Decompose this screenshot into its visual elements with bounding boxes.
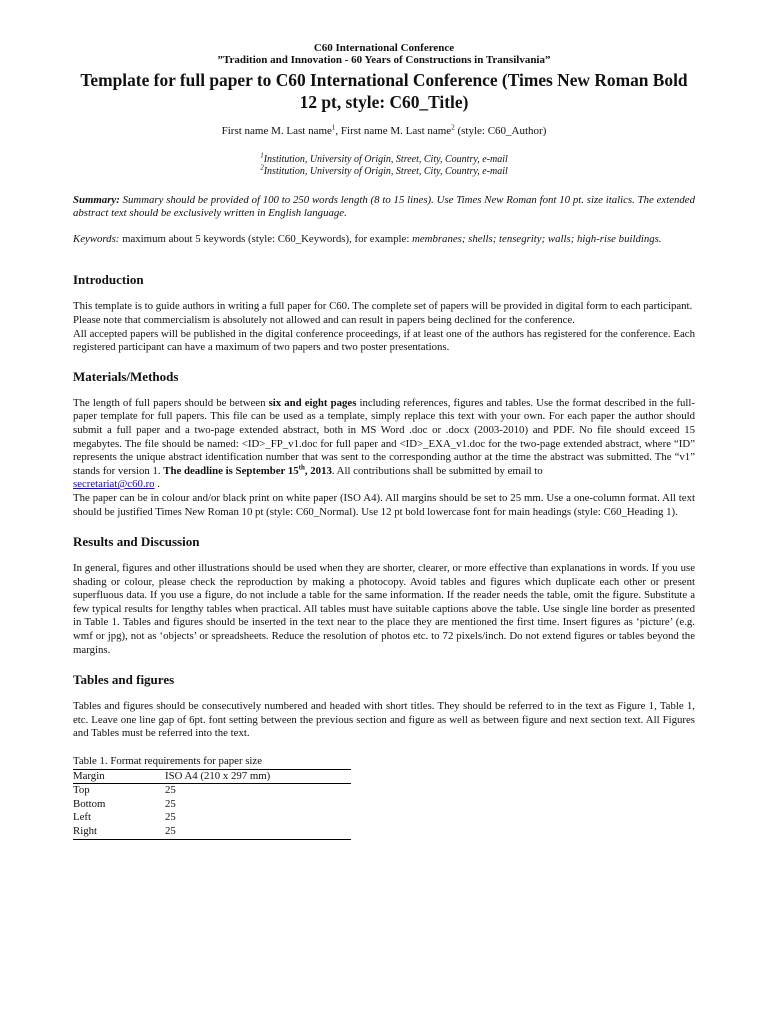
- heading-results-discussion: Results and Discussion: [73, 534, 200, 550]
- author-line: [73, 125, 695, 139]
- deadline-sup: th: [298, 463, 305, 472]
- conference-subtitle: ”Tradition and Innovation - 60 Years of Constructions in Transilvania”: [217, 54, 551, 66]
- author-1: First name M. Last name: [221, 125, 332, 137]
- tables-body: [73, 700, 695, 741]
- introduction-p3: All accepted papers will be published in the digital conference proceedings, if at least one of the authors has registered for the conference. Each registered participant can have a maximum of two papers and two poster presentations.: [73, 327, 695, 354]
- author-separator: ,: [335, 125, 341, 137]
- heading-tables-figures: Tables and figures: [73, 672, 175, 688]
- table-cell: Right: [73, 825, 165, 839]
- affiliation-2-text: Institution, University of Origin, Street, City, Country, e-mail: [263, 165, 508, 177]
- affiliation-1-text: Institution, University of Origin, Street, City, Country, e-mail: [263, 153, 508, 165]
- methods-text-1: The length of full papers should be between: [73, 396, 269, 409]
- methods-p1: [73, 397, 695, 492]
- results-p1: In general, figures and other illustrations should be used when they are shorter, clearer, or more effective than explanations in words. If you use shading or colour, please check the reproduction by making a photocopy. Avoid tables and figures which duplicate each other or present superfluous data. If you use a figure, do not include a table for the same information. If the reader needs the table, omit the figure. Substitute a few typical results for lengthy tables when practical. All tables must have suitable captions above the table. Use single line border as presented in Table 1. Tables and figures should be inserted in the text near to the place they are mentioned the first time. Insert figures as ‘picture’ (e.g. wmf or jpg), not as ‘objects’ or spreadsheets. Reduce the resolution of photos etc. to 72 pixels/inch. Do not extend figures or tables beyond the margins.: [73, 562, 695, 656]
- table-header-cell: Margin: [73, 769, 165, 784]
- methods-text-4: .: [154, 478, 160, 491]
- affiliations: [73, 151, 695, 178]
- table-row: [73, 825, 351, 839]
- author-2: First name M. Last name: [340, 125, 452, 137]
- affiliation-2-sup: 2: [260, 163, 264, 172]
- author-style-note: (style: C60_Author): [457, 125, 547, 137]
- methods-p2: The paper can be in colour and/or black print on white paper (ISO A4). All margins should be set to 25 mm. Use a one-column format. All text should be justified Times New Roman 10 pt (style: C60_Normal). Use 12 pt bold lowercase font for main headings (style: C60_Heading 1).: [73, 491, 695, 518]
- table-cell: 25: [165, 797, 176, 810]
- table-cell: 25: [165, 784, 176, 797]
- results-body: [73, 562, 695, 657]
- author-2-sup: 2: [451, 123, 455, 132]
- tables-p1: Tables and figures should be consecutively numbered and headed with short titles. They should be referred to in the text as Figure 1, Table 1, etc. Leave one line gap of 6pt. font setting between the previous section and figure as well as between figure and next section text. All Figures and Tables must be referred into the text.: [73, 700, 695, 740]
- affiliation-1-sup: 1: [260, 151, 264, 160]
- methods-text-2: including references, figures and tables. Use the format described in the full-paper template for full papers. This file can be used as a template, simply replace this text with your own. For each paper the author should submit a full paper and a two-page extended abstract, both in MS Word .doc or .docx (2003-2010) and PDF. No file should exceed 15 megabytes. The file should be named: <ID>_FP_v1.doc for full paper and <ID>_EXA_v1.doc for the two-page extended abstract, where “ID” represents the unique abstract identification number that was sent to the corresponding author at the time the abstract was submitted. The “v1” stands for version 1.: [73, 396, 695, 477]
- table-row: [73, 798, 351, 812]
- deadline-year: , 2013: [304, 464, 332, 477]
- keywords: [73, 233, 695, 247]
- email-link[interactable]: secretariat@c60.ro: [73, 478, 155, 491]
- format-table: [73, 769, 351, 840]
- introduction-p2: Please note that commercialism is absolutely not allowed and can result in papers being declined for the conference.: [73, 313, 575, 326]
- affiliation-2: [73, 163, 695, 178]
- methods-bold-pages: six and eight pages: [268, 396, 357, 409]
- table-header-cell: ISO A4 (210 x 297 mm): [165, 769, 351, 784]
- heading-introduction: Introduction: [73, 272, 144, 288]
- table-row: [73, 784, 351, 798]
- heading-materials-methods: Materials/Methods: [73, 368, 179, 384]
- conference-name: C60 International Conference: [313, 42, 455, 54]
- methods-text-3: . All contributions shall be submitted by email to: [331, 464, 543, 477]
- table-caption: Table 1. Format requirements for paper size: [73, 755, 263, 768]
- methods-deadline: [163, 465, 332, 477]
- paper-title: Template for full paper to C60 International Conference (Times New Roman Bold 12 pt, style: C60_Title): [80, 70, 688, 112]
- table-row: [73, 811, 351, 825]
- introduction-p1: This template is to guide authors in writing a full paper for C60. The complete set of papers will be provided in digital form to each participant.: [73, 300, 693, 313]
- table-cell: 25: [165, 811, 176, 824]
- keywords-examples: membranes; shells; tensegrity; walls; high-rise buildings.: [412, 232, 662, 245]
- table-cell: Left: [73, 811, 91, 824]
- table-cell: 25: [165, 825, 351, 839]
- deadline-text: The deadline is September 15: [163, 464, 299, 477]
- table-cell: Top: [73, 784, 90, 797]
- keywords-label: Keywords:: [73, 232, 120, 245]
- introduction-body: [73, 300, 695, 354]
- methods-body: [73, 397, 695, 519]
- summary-label: Summary:: [73, 193, 120, 206]
- table-header-row: [73, 769, 351, 784]
- affiliation-1: [73, 151, 695, 166]
- summary: [73, 194, 695, 221]
- author-1-sup: 1: [331, 123, 336, 132]
- summary-text: Summary should be provided of 100 to 250 words length (8 to 15 lines). Use Times New Roman font 10 pt. size italics. The extended abstract text should be exclusively written in English language.: [73, 193, 695, 220]
- keywords-text: maximum about 5 keywords (style: C60_Keywords), for example:: [119, 232, 413, 245]
- table-cell: Bottom: [73, 797, 106, 810]
